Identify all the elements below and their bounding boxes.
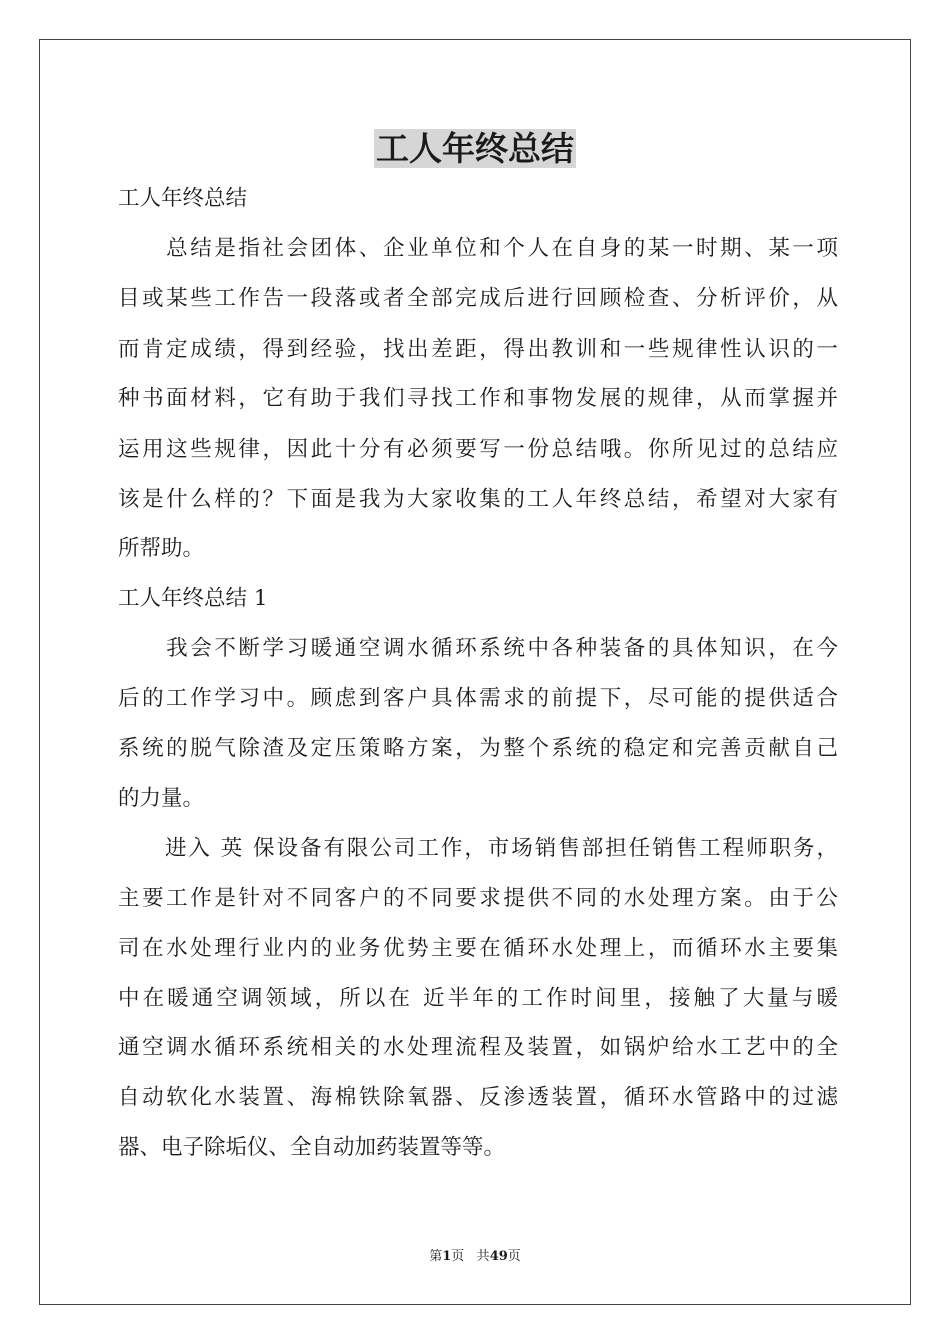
footer-page-unit: 页 xyxy=(451,1249,465,1264)
paragraph-line: 后的工作学习中。顾虑到客户具体需求的前提下，尽可能的提供适合 xyxy=(118,686,838,711)
document-title xyxy=(0,128,950,170)
page-footer xyxy=(0,1248,950,1266)
paragraph-line: 该是什么样的？下面是我为大家收集的工人年终总结，希望对大家有 xyxy=(118,487,838,512)
paragraph-line: 总结是指社会团体、企业单位和个人在自身的某一时期、某一项 xyxy=(118,236,838,261)
page-border xyxy=(39,39,911,1305)
paragraph-line: 的力量。 xyxy=(118,786,205,811)
footer-total-pages: 49 xyxy=(489,1249,508,1264)
paragraph-line: 主要工作是针对不同客户的不同要求提供不同的水处理方案。由于公 xyxy=(118,886,838,911)
paragraph-line: 中在暖通空调领域，所以在 近半年的工作时间里，接触了大量与暖 xyxy=(118,986,838,1011)
paragraph-line: 自动软化水装置、海棉铁除氧器、反渗透装置，循环水管路中的过滤 xyxy=(118,1085,838,1110)
paragraph-line: 运用这些规律，因此十分有必须要写一份总结哦。你所见过的总结应 xyxy=(118,437,838,462)
paragraph-line: 通空调水循环系统相关的水处理流程及装置，如锅炉给水工艺中的全 xyxy=(118,1035,838,1060)
paragraph-line: 目或某些工作告一段落或者全部完成后进行回顾检查、分析评价，从 xyxy=(118,286,838,311)
paragraph-line: 所帮助。 xyxy=(118,536,205,561)
paragraph-line: 我会不断学习暖通空调水循环系统中各种装备的具体知识，在今 xyxy=(118,636,838,661)
paragraph-line: 系统的脱气除渣及定压策略方案，为整个系统的稳定和完善贡献自己 xyxy=(118,736,838,761)
paragraph-line: 司在水处理行业内的业务优势主要在循环水处理上，而循环水主要集 xyxy=(118,936,838,961)
paragraph-line: 进入 英 保设备有限公司工作，市场销售部担任销售工程师职务， xyxy=(118,836,838,861)
footer-page-number: 1 xyxy=(442,1249,452,1264)
footer-total-prefix: 共 xyxy=(476,1249,490,1264)
paragraph-line: 而肯定成绩，得到经验，找出差距，得出教训和一些规律性认识的一 xyxy=(118,337,838,362)
paragraph-line: 种书面材料，它有助于我们寻找工作和事物发展的规律，从而掌握并 xyxy=(118,386,838,411)
footer-total-unit: 页 xyxy=(507,1249,521,1264)
section-heading: 工人年终总结 xyxy=(118,186,248,211)
paragraph-line: 器、电子除垢仪、全自动加药装置等等。 xyxy=(118,1135,506,1160)
footer-page-prefix: 第 xyxy=(429,1249,443,1264)
document-title-text: 工人年终总结 xyxy=(376,129,574,168)
section-heading: 工人年终总结 1 xyxy=(118,586,268,611)
